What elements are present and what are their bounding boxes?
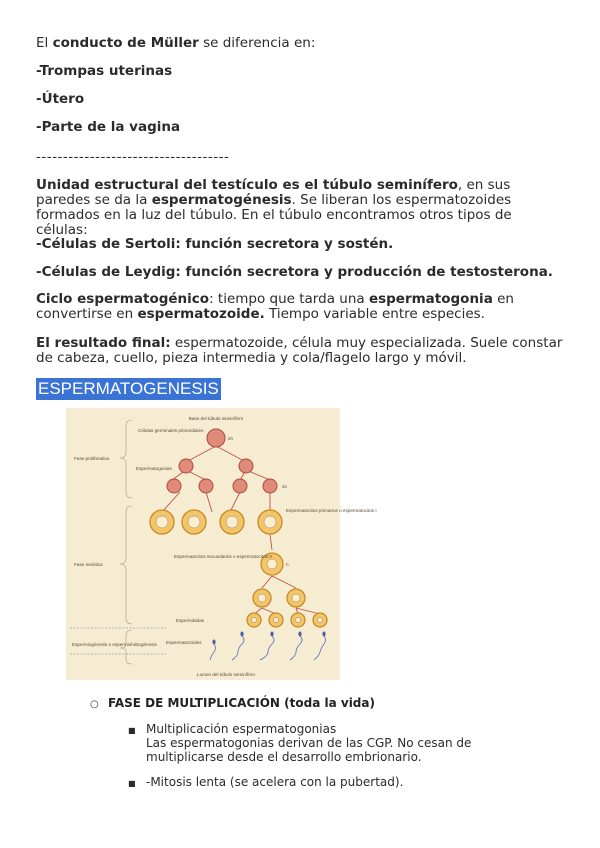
unidad-text-2: . Se liberan los espermatozoides formados en la luz del túbulo. En el túbulo encontramos otros tipos de células: xyxy=(36,192,512,238)
label-primary: Espermatocitos primarios o espermatocitos I xyxy=(286,508,377,513)
muller-item-2: -Útero xyxy=(36,91,85,107)
unidad-paragraph xyxy=(36,178,536,238)
resultado-strong: El resultado final: xyxy=(36,335,171,351)
cell-spermatogonia-2 xyxy=(239,459,253,473)
item1-line2: Las espermatogonias derivan de las CGP. No cesan de multiplicarse desde el desarrollo embrionario. xyxy=(146,736,472,764)
item1-line1: Multiplicación espermatogonias xyxy=(146,722,337,736)
intro-strong: conducto de Müller xyxy=(52,35,199,51)
ciclo-text-3: Tiempo variable entre especies. xyxy=(264,306,485,322)
cell-spermatogonia-1 xyxy=(179,459,193,473)
intro-post: se diferencia en: xyxy=(198,35,316,51)
label-spermatogonia: Espermatogonias xyxy=(136,466,172,471)
label-lumen: Lumen del túbulo seminífero xyxy=(197,672,255,677)
label-spermatids: Espermátidas xyxy=(176,618,205,623)
unidad-text-1: , en sus paredes se da la xyxy=(36,177,511,208)
unidad-strong-2: espermatogénesis xyxy=(151,192,292,208)
bracket-meiotic xyxy=(120,506,132,624)
label-phase-spermio: Espermiogénesis o espermiohistogénesis xyxy=(72,642,157,647)
label-secondary: Espermatocitos secundarios o espermatocitos II xyxy=(174,554,272,559)
label-phase-meiotic: Fase meiótica xyxy=(74,562,103,567)
intro-pre: El xyxy=(36,35,53,51)
leydig-line: -Células de Leydig: función secretora y producción de testosterona. xyxy=(36,264,553,280)
resultado-text: espermatozoide, célula muy especializada. Suele constar de cabeza, cuello, pieza intermedia y cola/flagelo largo y móvil. xyxy=(36,335,563,366)
separator: ------------------------------------ xyxy=(36,149,230,165)
list-level2-item-2: -Mitosis lenta (se acelera con la pubertad). xyxy=(146,775,404,789)
ciclo-text-1: : tiempo que tarda una xyxy=(209,291,369,307)
intro-line xyxy=(36,36,315,51)
list-level1-item: FASE DE MULTIPLICACIÓN (toda la vida) xyxy=(108,696,375,710)
muller-item-1: -Trompas uterinas xyxy=(36,63,173,79)
label-2n: 2n xyxy=(228,436,234,441)
spermatogenesis-figure xyxy=(66,408,377,680)
bracket-proliferative xyxy=(120,420,132,498)
ciclo-strong-2: espermatogonia xyxy=(368,291,493,307)
label-spermatozoa: Espermatozoides xyxy=(166,640,202,645)
ciclo-text-2: en convertirse en xyxy=(36,291,514,322)
label-germinal: Células germinales primordiales xyxy=(138,428,204,433)
label-base: Base del túbulo seminífero xyxy=(188,416,244,421)
bullet-level1: ○ xyxy=(90,699,99,710)
resultado-paragraph xyxy=(36,336,566,366)
label-phase-proliferative: Fase proliferativa xyxy=(74,456,110,461)
ciclo-strong-3: espermatozoide. xyxy=(137,306,265,322)
spermatogenesis-diagram xyxy=(66,408,377,680)
label-2n-b: 2n xyxy=(282,484,288,489)
spermatozoon-1 xyxy=(232,636,244,660)
label-n: n xyxy=(286,562,289,567)
sertoli-line: -Células de Sertoli: función secretora y sostén. xyxy=(36,236,394,252)
bracket-spermio xyxy=(120,630,132,664)
list-level2-item-1 xyxy=(146,722,506,764)
unidad-strong-1: Unidad estructural del testículo es el túbulo seminífero xyxy=(36,177,458,193)
ciclo-paragraph xyxy=(36,292,536,322)
ciclo-strong-1: Ciclo espermatogénico xyxy=(36,291,210,307)
section-title: ESPERMATOGENESIS xyxy=(38,379,219,398)
bullet-level2-2: ■ xyxy=(128,779,136,788)
cell-germinal xyxy=(207,429,225,447)
muller-item-3: -Parte de la vagina xyxy=(36,119,181,135)
bullet-level2-1: ■ xyxy=(128,726,136,735)
